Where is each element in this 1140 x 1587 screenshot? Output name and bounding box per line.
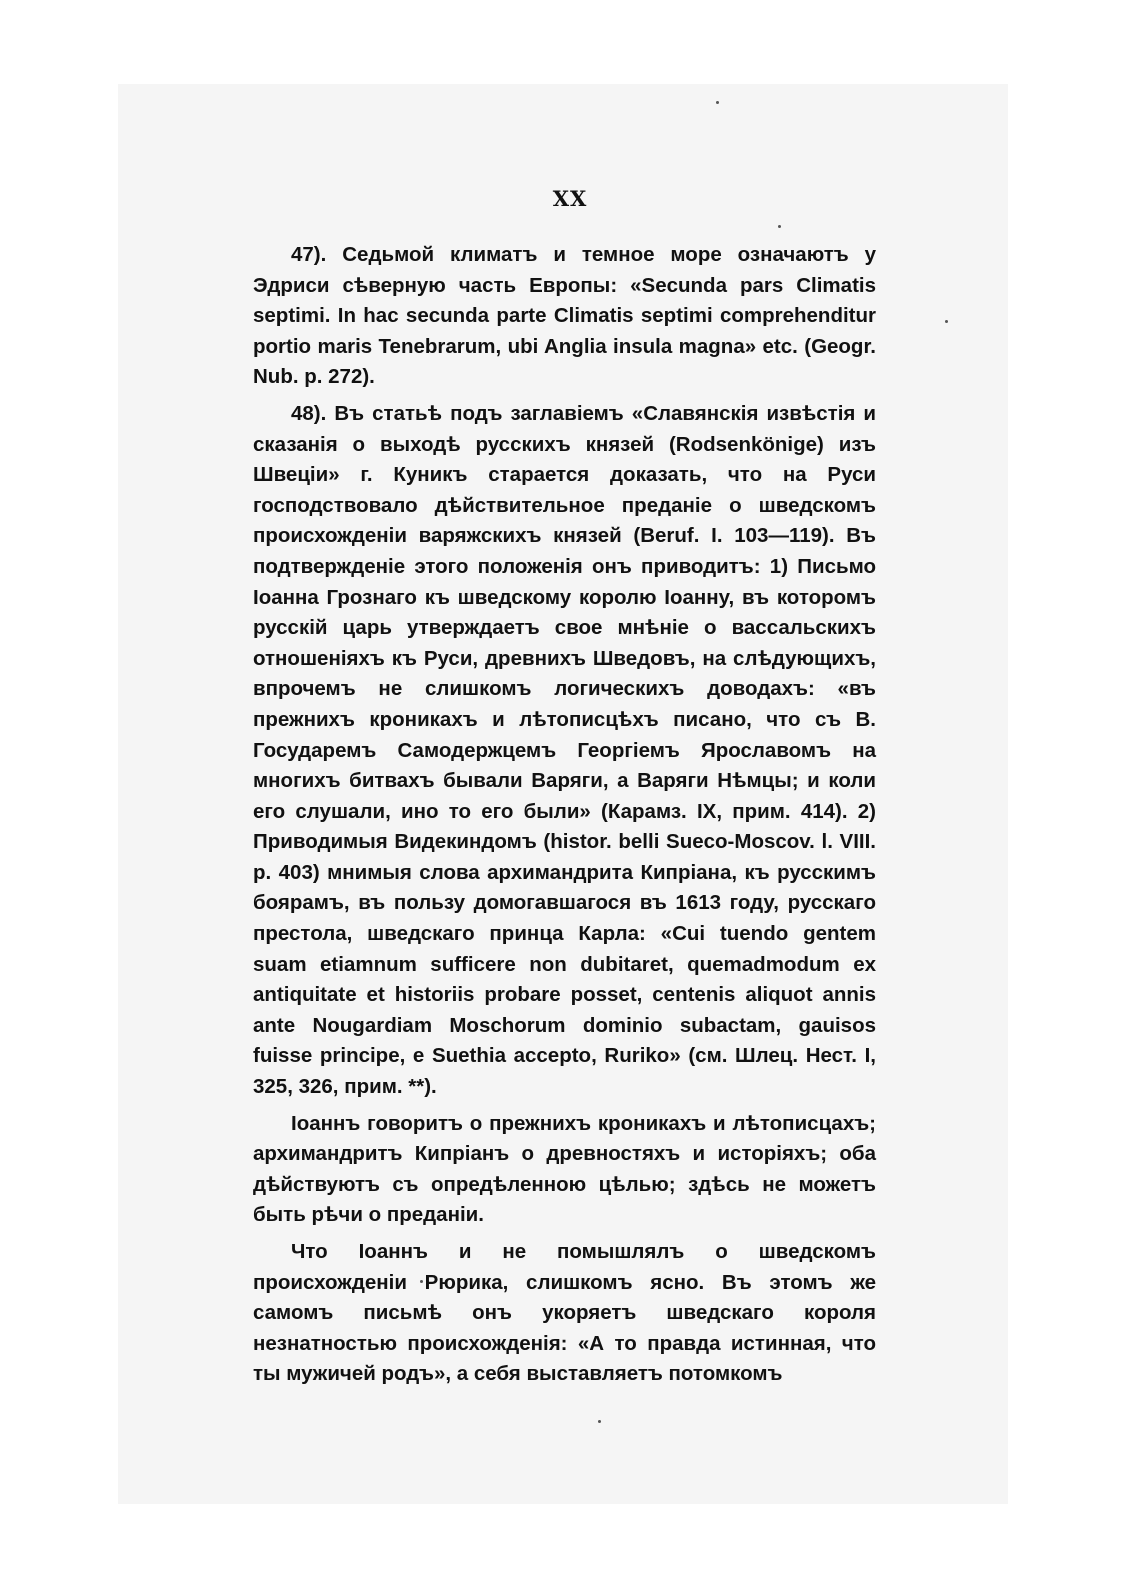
paragraph-ioann-rurik: Что Іоаннъ и не помышлялъ о шведскомъ происхожденіи Рюрика, слишкомъ ясно. Въ этомъ же самомъ письмѣ онъ укоряетъ шведскаго короля незнатностью происхожденія: «А то правда истинная, что ты мужичей родъ», а себя выставляетъ потомкомъ <box>253 1240 876 1386</box>
scan-speck <box>716 101 719 104</box>
paragraph-note-47: 47). Седьмой климатъ и темное море означаютъ у Эдриси сѣверную часть Европы: «Secunda pars Climatis septimi. In hac secunda parte Climatis septimi comprehenditur portio maris Tenebrarum, ubi Anglia insula magna» etc. (Geogr. Nub. p. 272). <box>253 243 876 389</box>
paragraph-ioann-kiprian: Іоаннъ говоритъ о прежнихъ кроникахъ и лѣтописцахъ; архимандритъ Кипріанъ о древностяхъ и исторіяхъ; оба дѣйствуютъ съ опредѣленною цѣлью; здѣсь не можетъ быть рѣчи о преданіи. <box>253 1111 876 1227</box>
scan-speck <box>598 1420 601 1423</box>
paragraph-note-48: 48). Въ статьѣ подъ заглавіемъ «Славянскія извѣстія и сказанія о выходѣ русскихъ князей (Rodsenkönige) изъ Швеціи» г. Куникъ старается доказать, что на Руси господствовало дѣйствительное преданіе о шведскомъ происхожденіи варяжскихъ князей (Beruf. I. 103—119). Въ подтвержденіе этого положенія онъ приводитъ: 1) Письмо Іоанна Грознаго къ шведскому королю Іоанну, въ которомъ русскій царь утверждаетъ свое мнѣніе о вассальскихъ отношеніяхъ къ Руси, древнихъ Шведовъ, на слѣдующихъ, впрочемъ не слишкомъ логическихъ доводахъ: «въ прежнихъ кроникахъ и лѣтописцѣхъ писано, что съ В. Государемъ Самодержцемъ Георгіемъ Ярославомъ на многихъ битвахъ бывали Варяги, а Варяги Нѣмцы; и коли его слушали, ино то его были» (Карамз. IX, прим. 414). 2) Приводимыя Видекиндомъ (histor. belli Sueco-Moscov. l. VIII. p. 403) мнимыя слова архимандрита Кипріана, къ русскимъ боярамъ, въ пользу домогавшагося въ 1613 году, русскаго престола, шведскаго принца Карла: «Cui tuendo gentem suam etiamnum sufficere non dubitaret, quemadmodum ex antiquitate et historiis probare posset, centenis aliquot annis ante Nougardiam Moschorum dominio subactam, gauisos fuisse principe, e Suethia accepto, Ruriko» (см. Шлец. Нест. I, 325, 326, прим. **). <box>253 401 876 1099</box>
body-text <box>253 240 876 1390</box>
page-number: XX <box>552 186 588 211</box>
scan-speck <box>778 225 781 228</box>
scan-speck <box>945 320 948 323</box>
